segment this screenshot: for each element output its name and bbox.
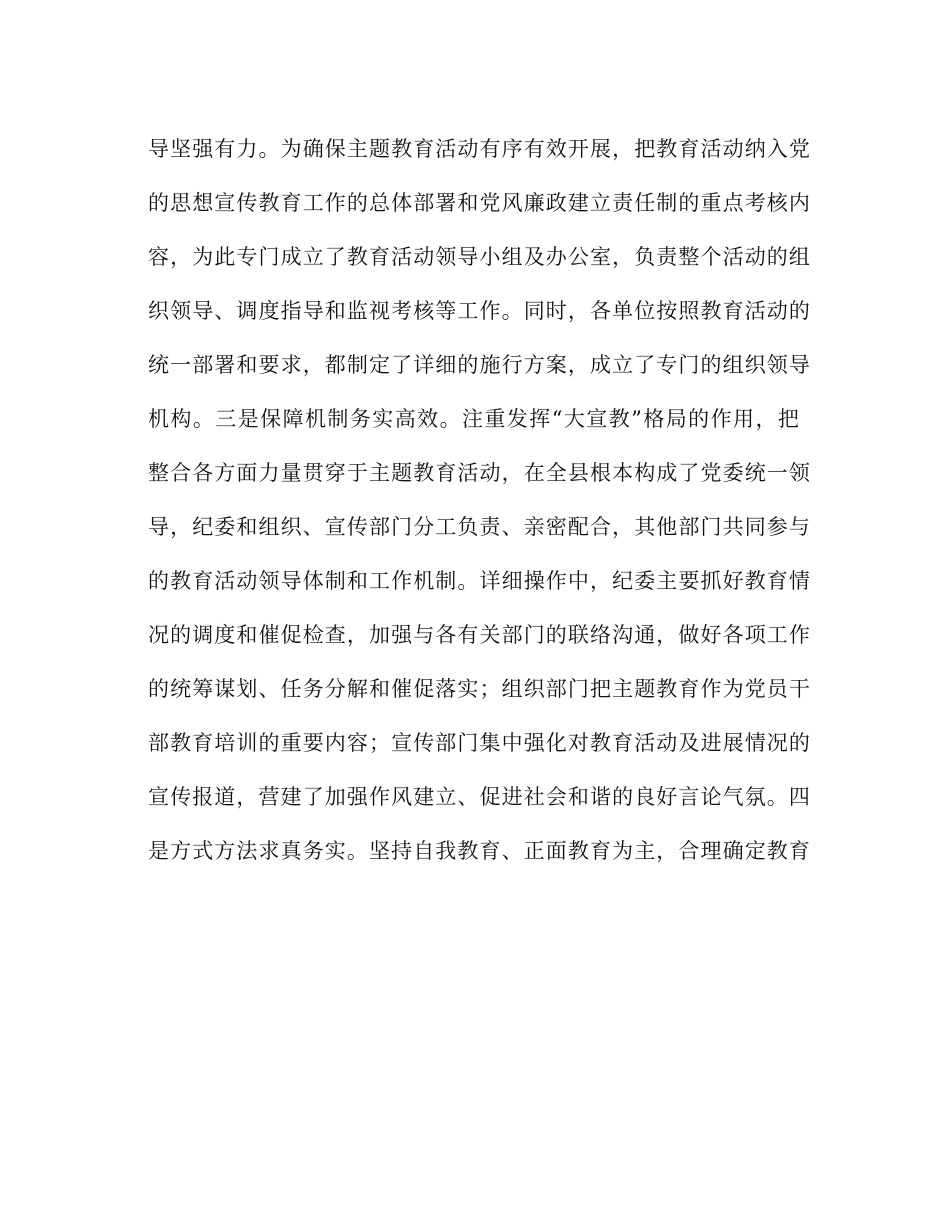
text-line: 的思想宣传教育工作的总体部署和党风廉政建立责任制的重点考核内 <box>148 191 811 215</box>
text-line: 的教育活动领导体制和工作机制。详细操作中，纪委主要抓好教育情 <box>148 569 811 593</box>
text-line: 整合各方面力量贯穿于主题教育活动，在全县根本构成了党委统一领 <box>148 461 811 485</box>
text-line: 织领导、调度指导和监视考核等工作。同时，各单位按照教育活动的 <box>148 299 811 323</box>
body-paragraph <box>148 122 828 878</box>
text-line: 的统筹谋划、任务分解和催促落实；组织部门把主题教育作为党员干 <box>148 677 811 701</box>
text-line: 宣传报道，营建了加强作风建立、促进社会和谐的良好言论气氛。四 <box>148 785 811 809</box>
text-line: 况的调度和催促检查，加强与各有关部门的联络沟通，做好各项工作 <box>148 623 811 647</box>
text-line: 是方式方法求真务实。坚持自我教育、正面教育为主，合理确定教育 <box>148 839 811 863</box>
text-line: 导坚强有力。为确保主题教育活动有序有效开展，把教育活动纳入党 <box>148 137 811 161</box>
text-line: 统一部署和要求，都制定了详细的施行方案，成立了专门的组织领导 <box>148 353 811 377</box>
text-line: 容，为此专门成立了教育活动领导小组及办公室，负责整个活动的组 <box>148 245 811 269</box>
text-line: 机构。三是保障机制务实高效。注重发挥“大宣教”格局的作用，把 <box>148 407 800 431</box>
text-line: 部教育培训的重要内容；宣传部门集中强化对教育活动及进展情况的 <box>148 731 811 755</box>
text-line: 导，纪委和组织、宣传部门分工负责、亲密配合，其他部门共同参与 <box>148 515 811 539</box>
